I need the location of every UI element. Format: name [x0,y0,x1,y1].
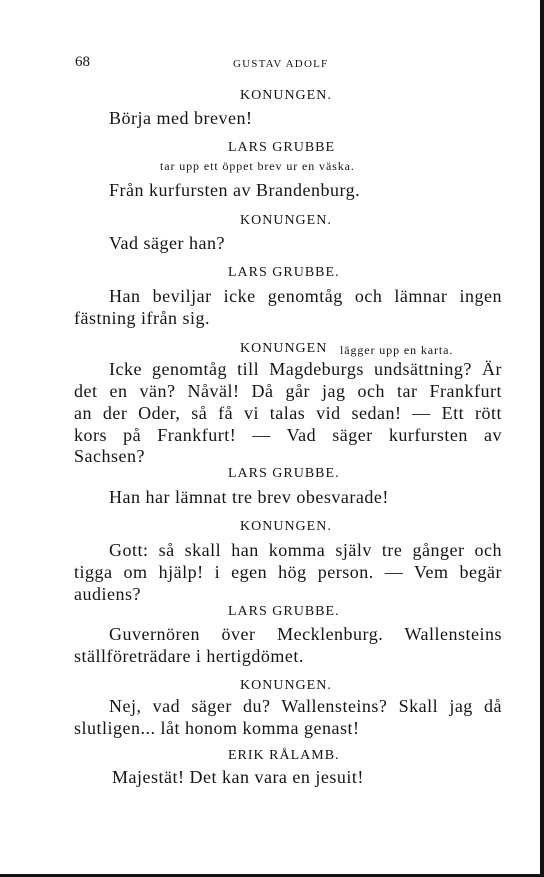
speaker-lars-grubbe: LARS GRUBBE. [228,466,340,481]
dialogue-line: Guvernören över Mecklenburg. Wallensteins [109,624,502,644]
speaker-konungen: KONUNGEN. [240,88,332,103]
stage-direction: lägger upp en karta. [340,343,454,357]
dialogue-line: Sachsen? [74,446,145,466]
speaker-konungen: KONUNGEN. [240,213,332,228]
dialogue-line: Han har lämnat tre brev obesvarade! [109,487,389,507]
dialogue-line: Nej, vad säger du? Wallensteins? Skall jag då [109,696,502,716]
dialogue-line: an der Oder, så få vi talas vid sedan! — Ett rött [74,403,502,423]
dialogue-line: slutligen... låt honom komma genast! [74,718,360,738]
dialogue-line: Han beviljar icke genomtåg och lämnar ingen [109,286,502,306]
page-number: 68 [75,54,90,70]
speaker-konungen: KONUNGEN. [240,519,332,534]
dialogue-line: ställföreträdare i hertigdömet. [74,646,304,666]
dialogue-line: Börja med breven! [109,108,253,128]
dialogue-line: Från kurfursten av Brandenburg. [109,180,361,200]
dialogue-line: Gott: så skall han komma själv tre gånger och [109,540,502,560]
dialogue-line: Majestät! Det kan vara en jesuit! [112,767,364,787]
dialogue-line: det en vän? Nåväl! Då går jag och tar Frankfurt [74,381,502,401]
speaker-konungen: KONUNGEN [240,341,328,356]
stage-direction: tar upp ett öppet brev ur en väska. [160,159,355,173]
dialogue-line: kors på Frankfurt! — Vad säger kurfursten av [74,425,502,445]
speaker-konungen: KONUNGEN. [240,678,332,693]
speaker-lars-grubbe: LARS GRUBBE [228,140,336,155]
dialogue-line: fästning ifrån sig. [74,308,210,328]
speaker-lars-grubbe: LARS GRUBBE. [228,265,340,280]
scan-border-right [540,0,544,877]
dialogue-line: audiens? [74,584,141,604]
speaker-lars-grubbe: LARS GRUBBE. [228,604,340,619]
dialogue-line: Icke genomtåg till Magdeburgs undsättning? Är [109,359,502,379]
dialogue-line: tigga om hjälp! i egen hög person. — Vem begär [74,562,502,582]
dialogue-line: Vad säger han? [109,233,225,253]
running-title: GUSTAV ADOLF [233,58,329,70]
speaker-erik-ralamb: ERIK RÅLAMB. [228,748,340,763]
